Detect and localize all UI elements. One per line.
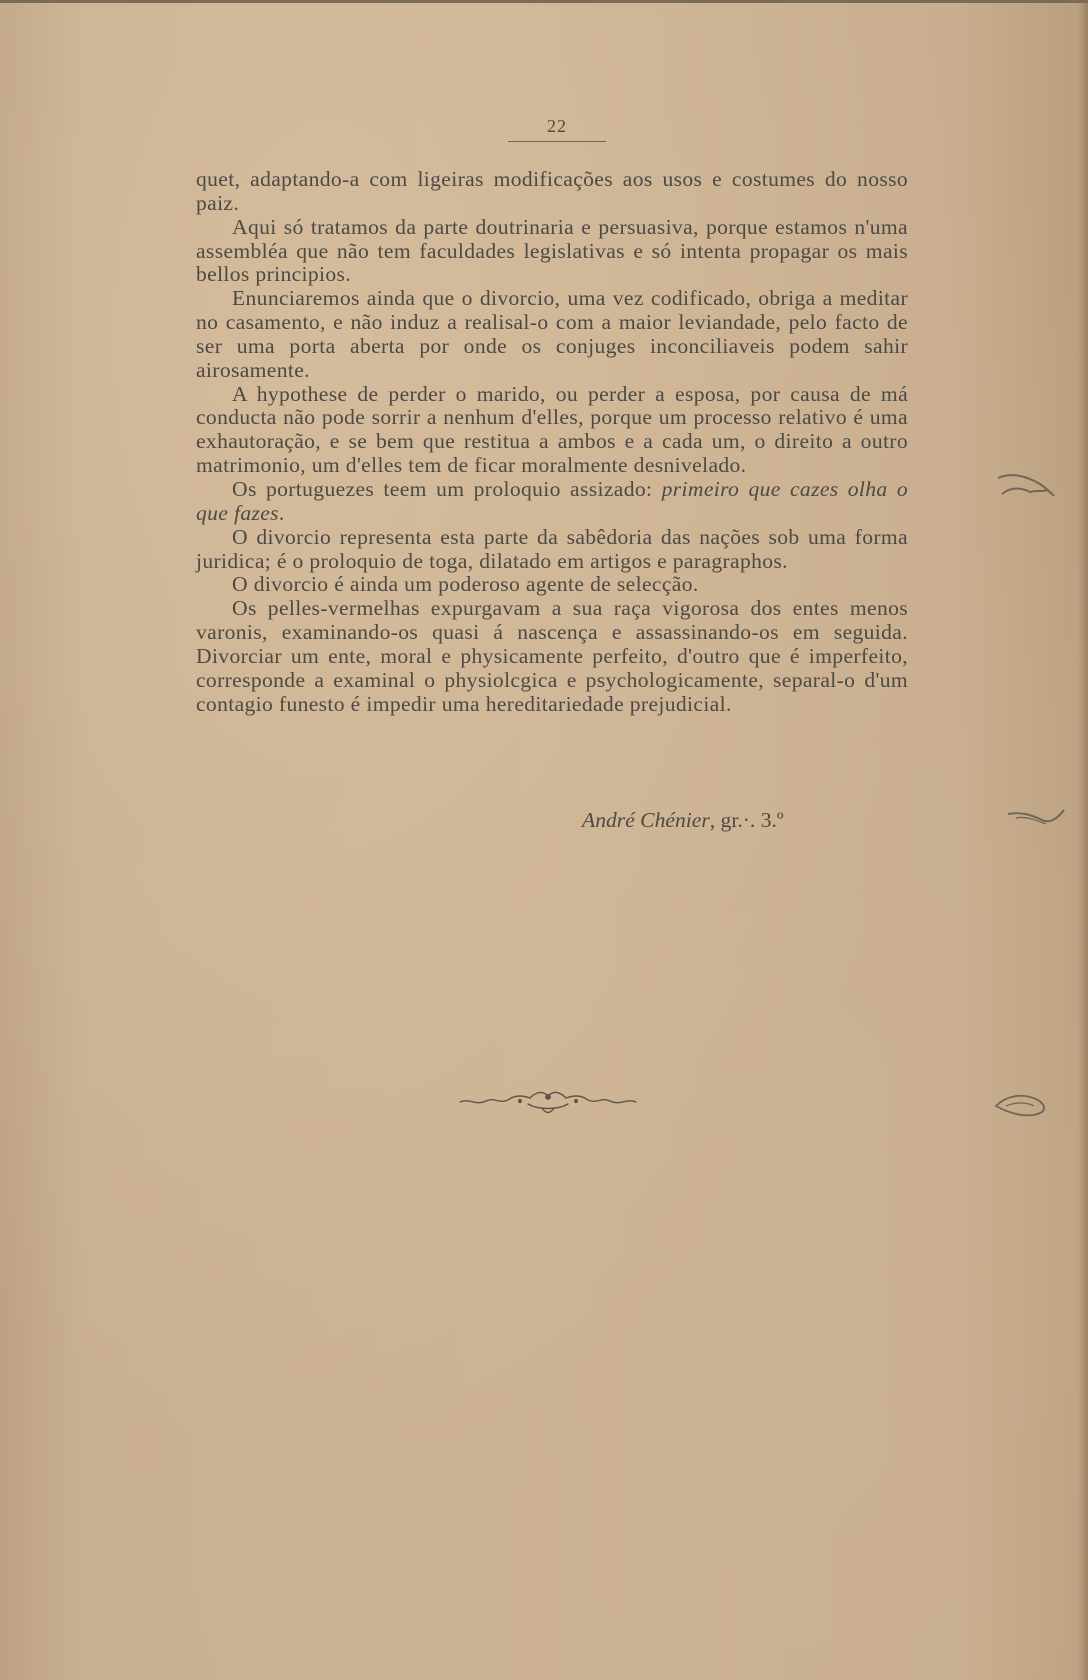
margin-stain-icon	[996, 466, 1056, 506]
paragraph: Aqui só tratamos da parte doutrinaria e persuasiva, porque estamos n'uma assembléa que não tem faculdades legislativas e só intenta propagar os mais bellos principios.	[196, 214, 908, 287]
proverb-paragraph	[196, 478, 908, 526]
paragraph: quet, adaptando-a com ligeiras modificações aos usos e costumes do nosso paiz.	[196, 167, 908, 215]
paragraph: Enunciaremos ainda que o divorcio, uma vez codificado, obriga a meditar no casamento, e não induz a realisal-o com a maior leviandade, pelo facto de ser uma porta aberta por onde os conjuges inconciliaveis podem sahir airosamente.	[196, 286, 908, 382]
proverb-lead: Os portuguezes teem um proloquio assizado:	[232, 476, 662, 501]
signature-suffix: , gr.·. 3.º	[709, 808, 784, 832]
page-top-edge	[0, 0, 1088, 3]
signature-name: André Chénier	[582, 808, 710, 832]
margin-stain-icon	[1006, 806, 1066, 836]
paragraph: O divorcio é ainda um poderoso agente de selecção.	[232, 572, 699, 597]
paragraph: A hypothese de perder o marido, ou perder a esposa, por causa de má conducta não pode sorrir a nenhum d'elles, porque um processo relativo é uma exhautoração, e se bem que restitua a ambos e a cada um, o direito a outro matrimonio, um d'elles tem de ficar moralmente desnivelado.	[196, 381, 908, 478]
paragraph: Os pelles-vermelhas expurgavam a sua raça vigorosa dos entes menos varonis, examinando-os quasi á nascença e assassinando-os em seguida. Divorciar um ente, moral e physicamente perfeito, d'outro que é imperfeito, corresponde a examinal o physiolcgica e psychologicamente, separal-o d'um contagio funesto é impedir uma hereditariedade prejudicial.	[196, 596, 908, 716]
margin-stain-icon	[992, 1086, 1052, 1126]
proverb-italic: primeiro que cazes olha o que fazes	[196, 476, 908, 525]
paragraph: O divorcio representa esta parte da sabêdoria das nações sob uma forma juridica; é o proloquio de toga, dilatado em artigos e paragraphos.	[196, 524, 908, 573]
page-number-rule	[508, 141, 606, 142]
page-number: 22	[547, 116, 567, 136]
signature	[582, 808, 902, 833]
body-text	[196, 168, 908, 716]
proverb-end: .	[278, 500, 285, 525]
decorative-flourish-icon	[458, 1086, 638, 1120]
